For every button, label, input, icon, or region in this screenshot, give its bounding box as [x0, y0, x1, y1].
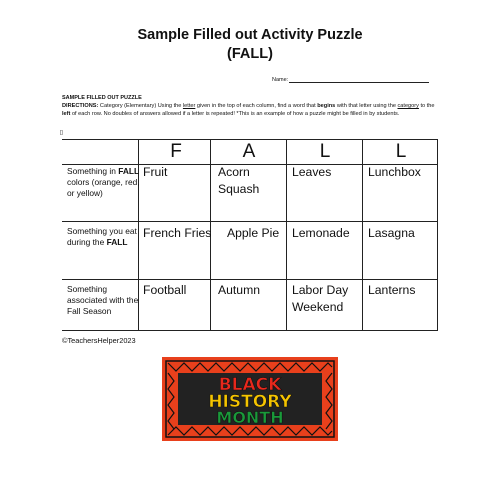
logo-line-1: BLACK [218, 375, 282, 395]
answer-cell: Lanterns [368, 283, 416, 297]
grid-line [62, 279, 438, 280]
row-label-text: Something you eat during the [67, 226, 137, 247]
answer-cell: Lunchbox [368, 165, 421, 179]
directions-text [62, 102, 440, 119]
directions-part1: Category (Elementary) Using the [98, 103, 183, 109]
column-letter-2: A [242, 141, 256, 162]
grid-line [62, 139, 438, 140]
directions-part3: with that letter using the [335, 103, 398, 109]
answer-cell: Leaves [292, 165, 332, 179]
directions-part2: given in the top of each column, find a word that [195, 103, 318, 109]
column-letter-1: F [170, 141, 182, 162]
grid-line [62, 221, 438, 222]
page-title: Sample Filled out Activity Puzzle [137, 27, 363, 43]
row-label-text: Something associated with the Fall Season [67, 284, 139, 316]
page-subtitle: (FALL) [227, 46, 273, 62]
answer-cell: Lemonade [292, 226, 350, 240]
answer-cell: Labor Day Weekend [292, 283, 349, 314]
directions-left-word: left [62, 111, 71, 118]
row-label-emphasis: FALL [106, 237, 128, 247]
answer-cell: French Fries [143, 226, 212, 240]
answer-cell: Fruit [143, 165, 168, 179]
black-history-month-logo [162, 357, 338, 441]
directions-part4: to the [418, 103, 435, 109]
row-label-text: Something in [67, 166, 119, 176]
directions-part5: of each row. No doubles of answers allowed if a letter is repeated! *This is an example of how a puzzle might be filled in by students. [70, 111, 400, 118]
sample-heading: SAMPLE FILLED OUT PUZZLE [62, 95, 142, 101]
logo-line-3: MONTH [216, 408, 284, 427]
directions-begins-word: begins [317, 103, 336, 109]
row-label-text: colors (orange, red, or yellow) [67, 177, 140, 198]
name-blank-line [289, 76, 429, 83]
answer-cell: Acorn Squash [218, 165, 260, 196]
row-label-2 [67, 226, 141, 248]
row-label-3 [67, 284, 141, 317]
small-marker: [] [60, 130, 63, 136]
column-letter-3: L [319, 141, 331, 162]
name-label: Name: [272, 77, 289, 83]
name-field [272, 76, 429, 83]
directions-label: DIRECTIONS: [62, 103, 99, 109]
answer-cell: Apple Pie [227, 226, 280, 240]
directions-category-word: category [397, 103, 419, 109]
row-label-1 [67, 166, 141, 199]
column-letter-4: L [395, 141, 407, 162]
row-label-emphasis: FALL [118, 166, 140, 176]
answer-cell: Autumn [218, 283, 261, 297]
answer-cell: Lasagna [368, 226, 415, 240]
answer-cell: Football [143, 283, 187, 297]
copyright-text: ©TeachersHelper2023 [62, 336, 136, 345]
logo-line-2: HISTORY [208, 392, 292, 412]
directions-letter-word: letter [182, 103, 196, 109]
